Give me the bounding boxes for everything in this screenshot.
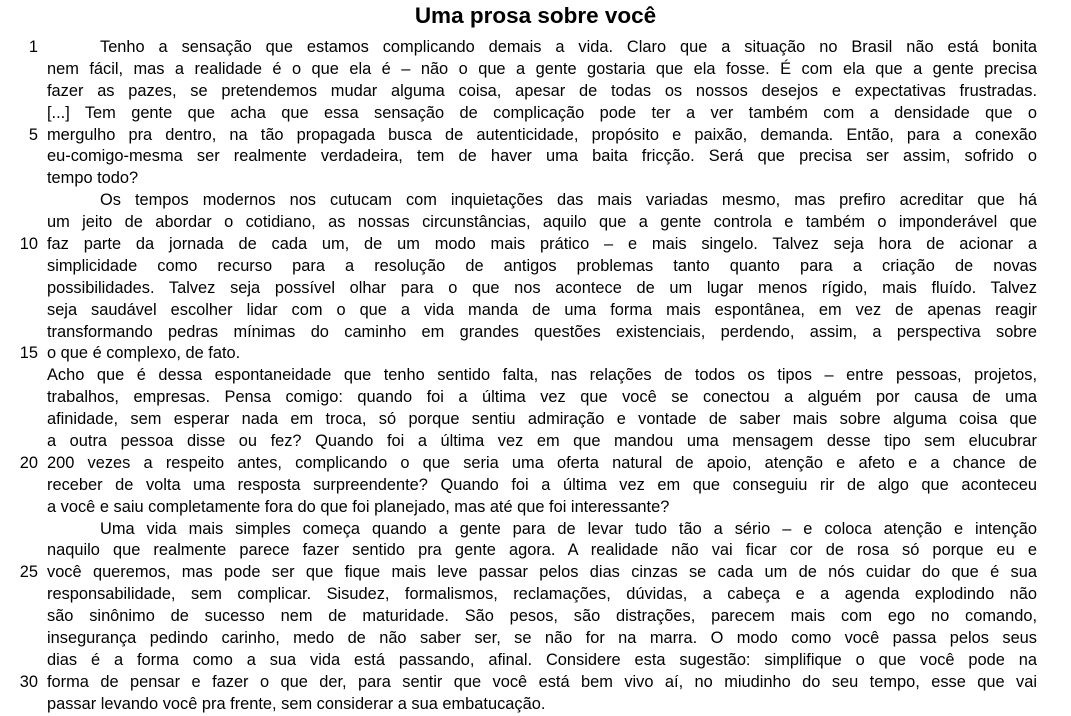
text-line [0,365,1071,387]
line-number: 25 [19,563,38,582]
text-line [0,650,1071,672]
line-text: transformando pedras mínimas do caminho em grandes questões existenciais, perdendo, assim, a perspectiva sobre [47,322,1037,341]
text-line [0,256,1071,278]
line-text: a outra pessoa disse ou fez? Quando foi a última vez em que mandou uma mensagem desse tipo sem elucubrar [47,432,1037,451]
line-text: 200 vezes a respeito antes, complicando o que seria uma oferta natural de apoio, atenção e afeto e a chance de [47,453,1037,472]
text-line [0,190,1071,212]
text-line [0,300,1071,322]
line-number: 1 [28,38,38,56]
line-text: Tenho a sensação que estamos complicando demais a vida. Claro que a situação no Brasil não está bonita [100,38,1037,56]
line-number: 10 [19,235,38,254]
line-number: 5 [28,125,38,144]
line-text: Uma vida mais simples começa quando a gente para de levar tudo tão a sério – e coloca atenção e intenção [100,519,1037,538]
line-text: um jeito de abordar o cotidiano, as nossas circunstâncias, aquilo que a gente controla e também o imponderável que [47,213,1037,232]
line-text: insegurança pedindo carinho, medo de não saber ser, se não for na marra. O modo como você passa pelos seus [47,629,1037,648]
line-text: simplicidade como recurso para a resolução de antigos problemas tanto quanto para a criação de novas [47,256,1037,275]
line-number: 20 [19,453,38,472]
text-line [0,606,1071,628]
document-body [0,37,1071,716]
text-line [0,628,1071,650]
text-line [0,81,1071,103]
line-text: eu-comigo-mesma ser realmente verdadeira, tem de haver uma baita fricção. Será que precisa ser assim, sofrido o [47,147,1037,166]
text-line [0,497,1071,519]
line-text: dias é a forma como a sua vida está passando, afinal. Considere esta sugestão: simplifique o que você pode na [47,650,1037,669]
line-text: naquilo que realmente parece fazer sentido pra gente agora. A realidade não vai ficar cor de rosa só porque eu e [47,541,1037,560]
line-text: Os tempos modernos nos cutucam com inquietações das mais variadas mesmo, mas prefiro acreditar que há [100,191,1037,210]
text-line [0,519,1071,541]
text-line [0,168,1071,190]
text-line [0,475,1071,497]
line-text: Acho que é dessa espontaneidade que tenho sentido falta, nas relações de todos os tipos – entre pessoas, projetos, [47,366,1037,385]
text-line [0,343,1071,365]
line-text: a você e saiu completamente fora do que foi planejado, mas até que foi interessante? [47,497,670,516]
text-line [0,322,1071,344]
text-line [0,562,1071,584]
line-number: 30 [19,672,38,691]
text-line [0,453,1071,475]
line-text: fazer as pazes, se pretendemos mudar alguma coisa, apesar de todas os nossos desejos e expectativas frustradas. [47,81,1037,100]
line-text: possibilidades. Talvez seja possível olhar para o que nos acontece de um lugar menos rígido, mais fluído. Talvez [47,278,1037,297]
line-text: são sinônimo de sucesso nem de maturidade. São pesos, são distrações, parecem mais com ego no comando, [47,607,1037,626]
line-text: afinidade, sem esperar nada em troca, só porque sentiu admiração e vontade de saber mais sobre alguma coisa que [47,410,1037,429]
line-text: seja saudável escolher lidar com o que a vida manda de uma forma mais espontânea, em vez de apenas reagir [47,300,1037,319]
text-line [0,37,1071,59]
text-line [0,234,1071,256]
line-text: faz parte da jornada de cada um, de um modo mais prático – e mais singelo. Talvez seja hora de acionar a [47,235,1037,254]
text-line [0,59,1071,81]
text-line [0,146,1071,168]
text-line [0,387,1071,409]
text-line [0,694,1071,716]
line-text: trabalhos, empresas. Pensa comigo: quando foi a última vez que você se conectou a alguém por causa de uma [47,388,1037,407]
text-line [0,278,1071,300]
line-number: 15 [19,344,38,363]
line-text: forma de pensar e fazer o que der, para sentir que você está bem vivo aí, no miudinho do seu tempo, esse que vai [47,672,1037,691]
text-line [0,125,1071,147]
line-text: receber de volta uma resposta surpreendente? Quando foi a última vez em que conseguiu rir de algo que aconteceu [47,475,1037,494]
text-line [0,540,1071,562]
line-text: responsabilidade, sem complicar. Sisudez, formalismos, reclamações, dúvidas, a cabeça e a agenda explodindo não [47,585,1037,604]
line-text: passar levando você pra frente, sem considerar a sua embatucação. [47,694,546,713]
text-line [0,409,1071,431]
line-text: você queremos, mas pode ser que fique mais leve passar pelos dias cinzas se cada um de nós cuidar do que é sua [47,563,1037,582]
line-text: mergulho pra dentro, na tão propagada busca de autenticidade, propósito e paixão, demanda. Então, para a conexão [47,125,1037,144]
document-title: Uma prosa sobre você [414,3,657,28]
line-text: [...] Tem gente que acha que essa sensação de complicação pode ter a ver também com a densidade que o [47,103,1037,122]
line-text: nem fácil, mas a realidade é o que ela é – não o que a gente gostaria que ela fosse. É com ela que a gente precisa [47,59,1037,78]
line-text: o que é complexo, de fato. [47,344,241,363]
text-line [0,584,1071,606]
line-text: tempo todo? [47,169,139,188]
text-line [0,212,1071,234]
text-line [0,431,1071,453]
text-line [0,103,1071,125]
text-line [0,672,1071,694]
